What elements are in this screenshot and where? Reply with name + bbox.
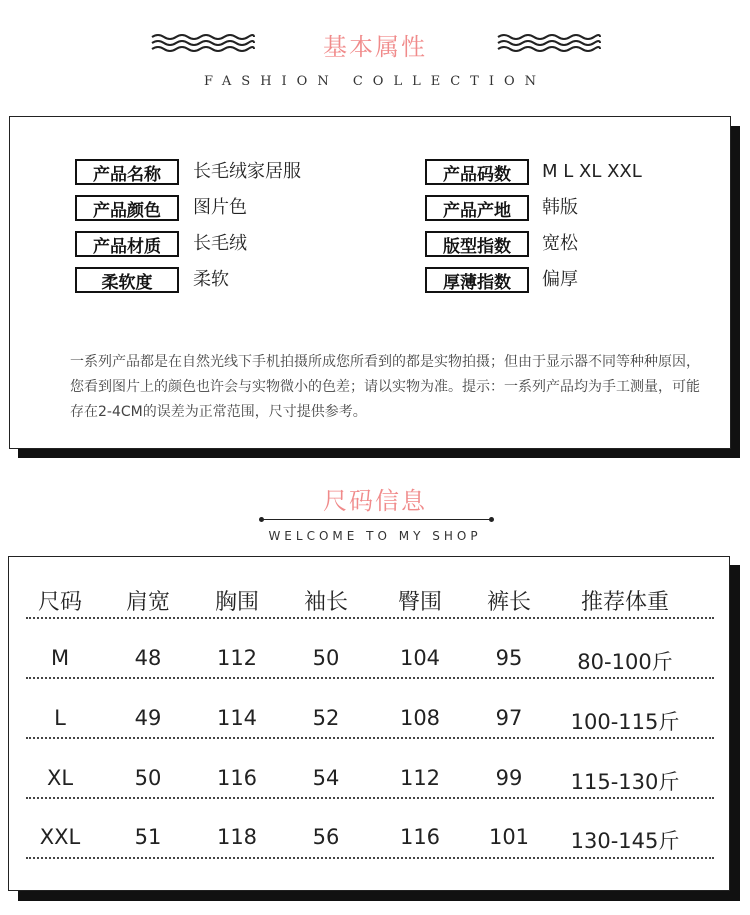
attr-value-origin: 韩版 bbox=[542, 197, 578, 218]
shoulder-cell: 48 bbox=[134, 646, 162, 670]
attr-value-name: 长毛绒家居服 bbox=[193, 161, 301, 182]
sleeve-cell: 50 bbox=[312, 646, 340, 670]
size-cell: M bbox=[50, 646, 70, 670]
col-header-pants-length: 裤长 bbox=[486, 590, 531, 615]
row-divider bbox=[26, 737, 714, 739]
weight-cell: 130-145斤 bbox=[570, 829, 680, 853]
chest-cell: 112 bbox=[216, 646, 258, 670]
chest-cell: 114 bbox=[216, 706, 258, 730]
attr-value-color: 图片色 bbox=[193, 197, 247, 218]
col-header-chest: 胸围 bbox=[214, 590, 259, 615]
pants-length-cell: 97 bbox=[495, 706, 523, 730]
shoulder-cell: 50 bbox=[134, 766, 162, 790]
attr-label-name: 产品名称 bbox=[75, 159, 179, 185]
weight-cell: 80-100斤 bbox=[577, 650, 673, 674]
col-header-weight: 推荐体重 bbox=[580, 590, 669, 615]
chest-cell: 118 bbox=[216, 825, 258, 849]
attr-label-sizes: 产品码数 bbox=[425, 159, 529, 185]
divider-line bbox=[262, 519, 492, 520]
attr-label-softness: 柔软度 bbox=[75, 267, 179, 293]
attr-label-fit: 版型指数 bbox=[425, 231, 529, 257]
attributes-subtitle: FASHION COLLECTION bbox=[204, 74, 546, 89]
sleeve-cell: 54 bbox=[312, 766, 340, 790]
size-cell: XXL bbox=[39, 825, 81, 849]
wave-decoration-right bbox=[496, 33, 602, 53]
pants-length-cell: 99 bbox=[495, 766, 523, 790]
disclaimer-note: 一系列产品都是在自然光线下手机拍摄所成您所看到的都是实物拍摄；但由于显示器不同等种种原因，您看到图片上的颜色也许会与实物微小的色差；请以实物为准。提示：一系列产品均为手工测量，可能存在2-4CM的误差为正常范围，尺寸提供参考。 bbox=[70, 354, 700, 420]
col-header-size: 尺码 bbox=[37, 590, 82, 615]
attr-value-sizes: M L XL XXL bbox=[542, 161, 642, 182]
hip-cell: 112 bbox=[399, 766, 441, 790]
size-cell: L bbox=[54, 706, 66, 730]
col-header-shoulder: 肩宽 bbox=[125, 590, 170, 615]
row-divider bbox=[26, 617, 714, 619]
pants-length-cell: 101 bbox=[488, 825, 530, 849]
chest-cell: 116 bbox=[216, 766, 258, 790]
sleeve-cell: 52 bbox=[312, 706, 340, 730]
attributes-title: 基本属性 bbox=[323, 33, 427, 61]
pants-length-cell: 95 bbox=[495, 646, 523, 670]
attr-value-material: 长毛绒 bbox=[193, 233, 247, 254]
attr-label-thickness: 厚薄指数 bbox=[425, 267, 529, 293]
weight-cell: 115-130斤 bbox=[570, 770, 680, 794]
shoulder-cell: 49 bbox=[134, 706, 162, 730]
hip-cell: 108 bbox=[399, 706, 441, 730]
size-cell: XL bbox=[46, 766, 74, 790]
hip-cell: 104 bbox=[399, 646, 441, 670]
row-divider bbox=[26, 857, 714, 859]
attr-value-thickness: 偏厚 bbox=[542, 269, 578, 290]
attr-label-material: 产品材质 bbox=[75, 231, 179, 257]
attr-value-softness: 柔软 bbox=[193, 269, 229, 290]
shoulder-cell: 51 bbox=[134, 825, 162, 849]
row-divider bbox=[26, 797, 714, 799]
divider-dot-right bbox=[489, 517, 494, 522]
hip-cell: 116 bbox=[399, 825, 441, 849]
weight-cell: 100-115斤 bbox=[570, 710, 680, 734]
row-divider bbox=[26, 677, 714, 679]
col-header-sleeve: 袖长 bbox=[303, 590, 348, 615]
sleeve-cell: 56 bbox=[312, 825, 340, 849]
attr-label-color: 产品颜色 bbox=[75, 195, 179, 221]
attr-value-fit: 宽松 bbox=[542, 233, 578, 254]
size-info-title: 尺码信息 bbox=[323, 487, 427, 515]
col-header-hip: 臀围 bbox=[397, 590, 442, 615]
size-info-subtitle: WELCOME TO MY SHOP bbox=[268, 529, 482, 543]
attr-label-origin: 产品产地 bbox=[425, 195, 529, 221]
